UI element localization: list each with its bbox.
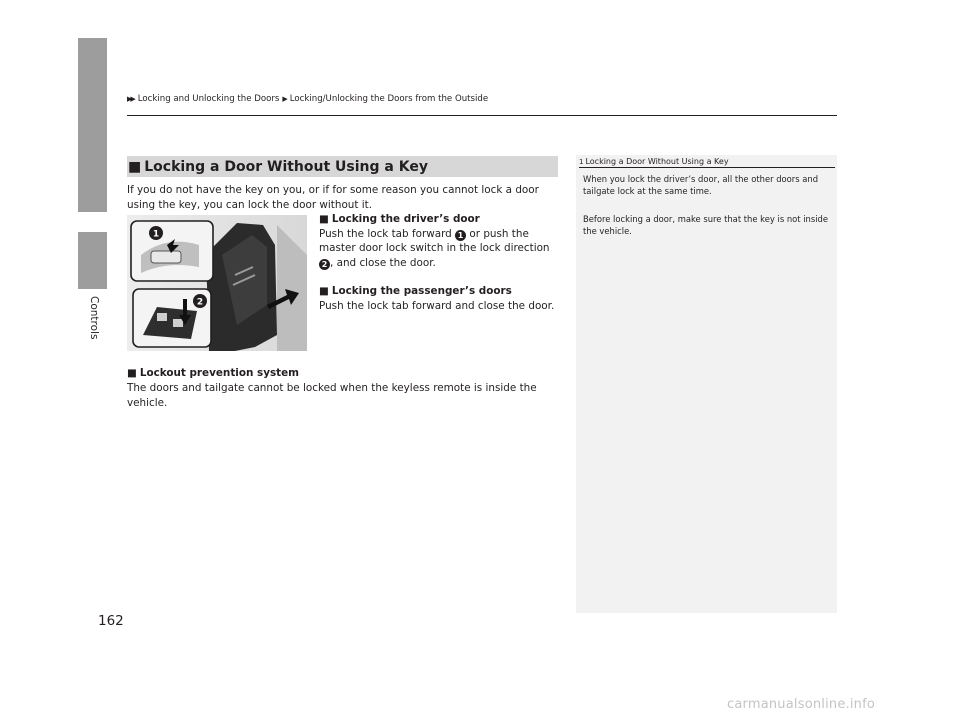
note-title[interactable]: Locking a Door Without Using a Key: [585, 157, 729, 166]
note-heading: [579, 157, 835, 168]
callout-2-icon: 2: [319, 259, 330, 270]
side-tab-current[interactable]: [78, 232, 107, 289]
side-section-label: Controls: [88, 296, 100, 340]
heading-square-icon: ■: [128, 158, 142, 175]
callout-1-icon: 1: [455, 230, 466, 241]
driver-door-text: Push the lock tab forward 1 or push the master door lock switch in the lock direction 2 , and close the door.: [319, 227, 550, 269]
page-number: 162: [98, 613, 124, 629]
note-paragraph-1: When you lock the driver’s door, all the other doors and tailgate lock at the same time.: [583, 174, 819, 196]
heading-square-icon: ■: [127, 367, 137, 379]
breadcrumb-part-1[interactable]: Locking and Unlocking the Doors: [137, 94, 280, 104]
door-lock-illustration: [127, 215, 307, 351]
breadcrumb-part-2[interactable]: Locking/Unlocking the Doors from the Outside: [289, 94, 489, 104]
side-tab-upper: [78, 38, 107, 212]
section-heading-bar: [127, 156, 558, 177]
note-paragraph-2: Before locking a door, make sure that the key is not inside the vehicle.: [583, 214, 829, 236]
note-reference-icon: 1: [579, 158, 584, 166]
driver-door-heading: Locking the driver’s door: [331, 213, 480, 225]
passenger-doors-text: Push the lock tab forward and close the door.: [319, 299, 555, 312]
lockout-prevention-section: [127, 366, 547, 411]
watermark: carmanualsonline.info: [727, 697, 876, 712]
breadcrumb-separator-icon: ▶: [282, 95, 288, 103]
passenger-doors-section: [319, 284, 564, 313]
heading-square-icon: ■: [319, 285, 329, 297]
lockout-prevention-text: The doors and tailgate cannot be locked when the keyless remote is inside the vehicle.: [127, 382, 537, 409]
figure-callout-1: 1: [152, 229, 160, 240]
intro-paragraph: If you do not have the key on you, or if for some reason you cannot lock a door using the key, you can lock the door without it.: [127, 184, 539, 211]
figure-callout-2: 2: [196, 297, 204, 308]
breadcrumb: [127, 94, 488, 104]
lockout-prevention-heading: Lockout prevention system: [139, 367, 299, 379]
heading-square-icon: ■: [319, 213, 329, 225]
section-heading: Locking a Door Without Using a Key: [144, 158, 428, 175]
breadcrumb-arrow-icon: ▶▶: [127, 95, 134, 103]
driver-door-section: [319, 212, 559, 270]
passenger-doors-heading: Locking the passenger’s doors: [331, 285, 512, 297]
header-rule: [127, 115, 837, 116]
